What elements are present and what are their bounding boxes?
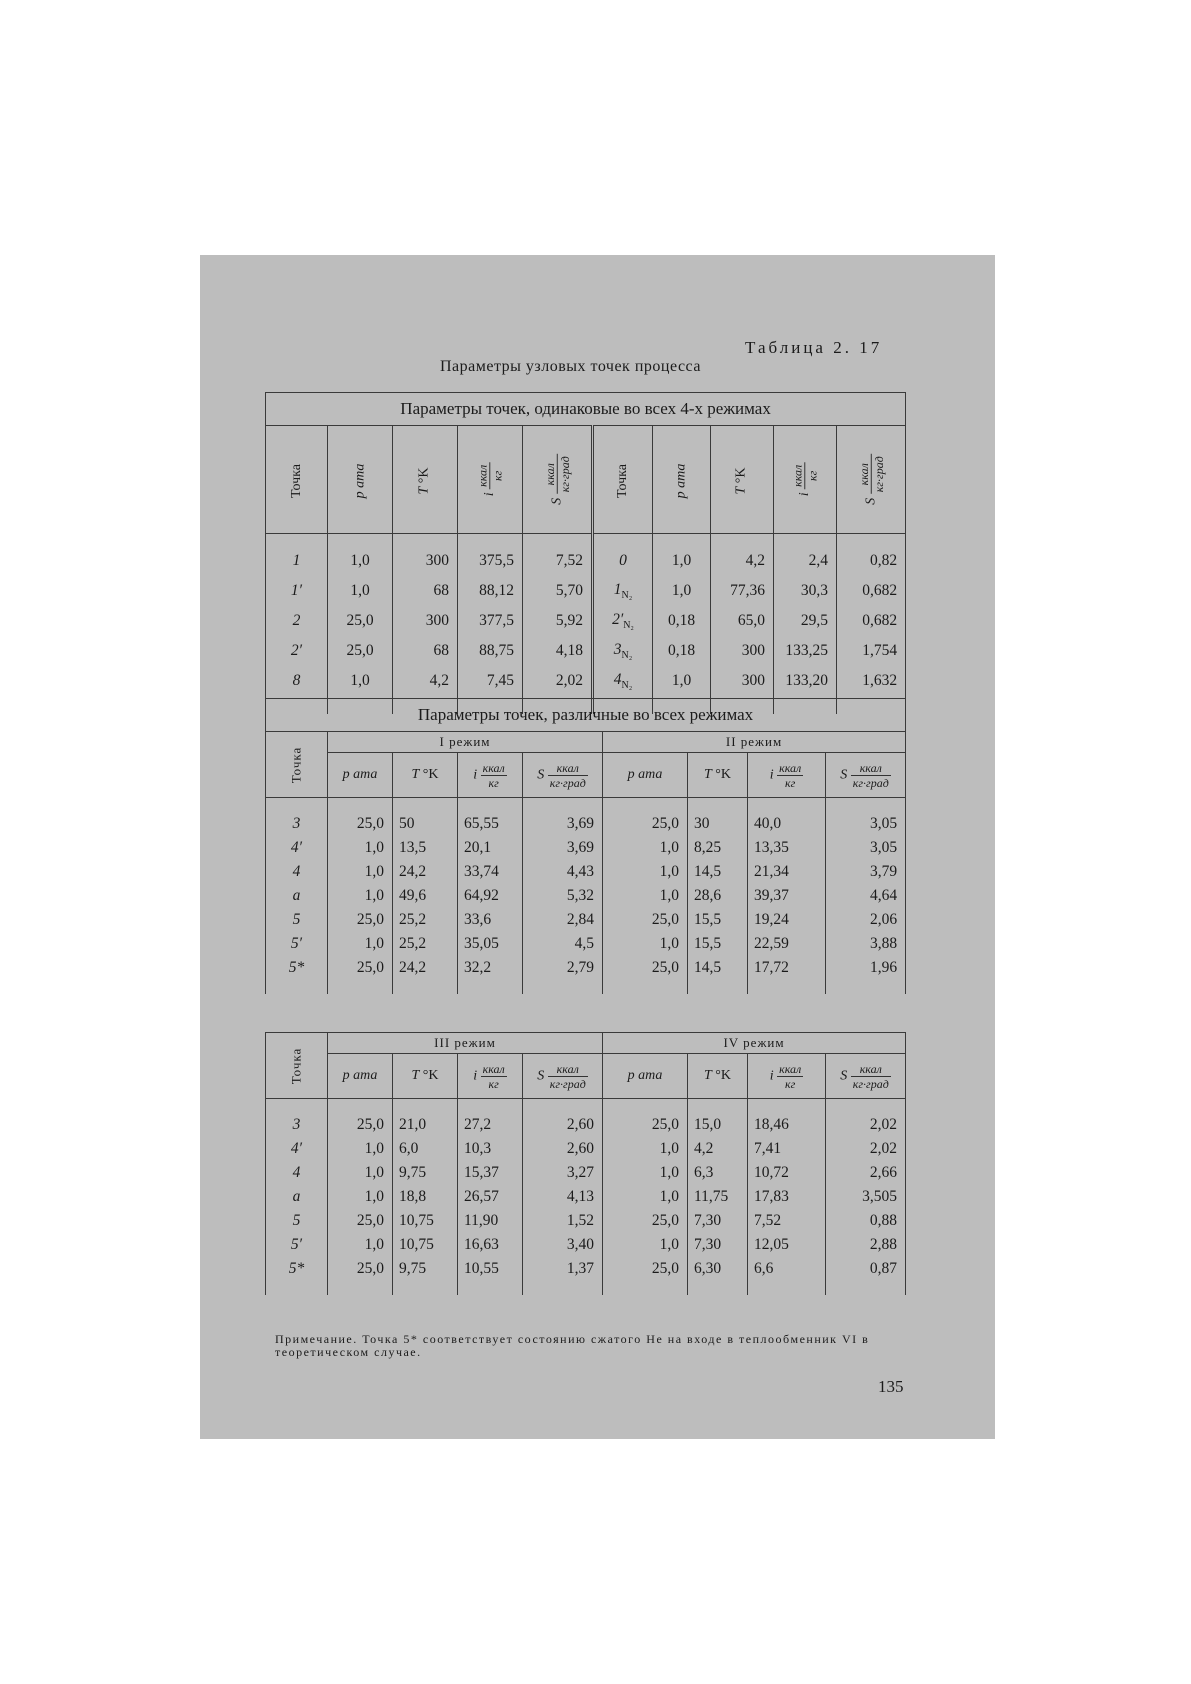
point-cell: 4′ (266, 836, 328, 860)
value-cell: 4,64 (826, 884, 906, 908)
point-cell: a (266, 884, 328, 908)
value-cell: 14,5 (688, 860, 748, 884)
subheader-0: p ата (328, 1054, 393, 1099)
point-cell: 4 (266, 860, 328, 884)
value-cell: 300 (393, 606, 458, 636)
table-row (266, 956, 906, 980)
value-cell: 6,3 (688, 1161, 748, 1185)
value-cell: 1,0 (328, 884, 393, 908)
subheader-0: p ата (603, 1054, 688, 1099)
value-cell: 39,37 (748, 884, 826, 908)
value-cell: 25,0 (603, 1257, 688, 1281)
subheader-3: S $\frac{\text{ккал}}{\text{кг·град}}$ (523, 753, 603, 798)
col-header-right-3: i ккал кг (774, 426, 837, 534)
value-cell: 1,0 (603, 1185, 688, 1209)
value-cell: 2,84 (523, 908, 603, 932)
value-cell: 4,18 (523, 636, 593, 666)
value-cell: 25,0 (328, 1113, 393, 1137)
value-cell: 25,0 (603, 1209, 688, 1233)
value-cell: 1,0 (653, 576, 711, 606)
value-cell: 14,5 (688, 956, 748, 980)
value-cell: 32,2 (458, 956, 523, 980)
value-cell: 4,2 (688, 1137, 748, 1161)
value-cell: 25,0 (328, 908, 393, 932)
col-header-right-1: p ата (653, 426, 711, 534)
value-cell: 1,0 (328, 1161, 393, 1185)
table-row (266, 1161, 906, 1185)
col-header-left-4: S ккал кг·град (523, 426, 593, 534)
value-cell: 88,12 (458, 576, 523, 606)
value-cell: 77,36 (711, 576, 774, 606)
point-cell: 3 (266, 1113, 328, 1137)
value-cell: 64,92 (458, 884, 523, 908)
point-cell: $1_{N_2}$ (593, 576, 653, 606)
point-cell: 4 (266, 1161, 328, 1185)
value-cell: 16,63 (458, 1233, 523, 1257)
value-cell: 30,3 (774, 576, 837, 606)
value-cell: 1,632 (837, 666, 906, 696)
value-cell: 3,69 (523, 812, 603, 836)
value-cell: 1,0 (653, 546, 711, 576)
value-cell: 24,2 (393, 956, 458, 980)
value-cell: 1,0 (653, 666, 711, 696)
section1-caption: Параметры точек, одинаковые во всех 4-х режимах (266, 393, 906, 426)
point-cell: 2 (266, 606, 328, 636)
value-cell: 300 (711, 666, 774, 696)
table-common-parameters (265, 392, 906, 714)
point-cell: 1 (266, 546, 328, 576)
value-cell: 2,06 (826, 908, 906, 932)
value-cell: 377,5 (458, 606, 523, 636)
point-cell: 5* (266, 1257, 328, 1281)
value-cell: 22,59 (748, 932, 826, 956)
table-row (266, 546, 906, 576)
value-cell: 15,0 (688, 1113, 748, 1137)
table-row (266, 812, 906, 836)
table-row (266, 1233, 906, 1257)
value-cell: 3,69 (523, 836, 603, 860)
value-cell: 1,0 (328, 576, 393, 606)
value-cell: 21,0 (393, 1113, 458, 1137)
value-cell: 5,70 (523, 576, 593, 606)
value-cell: 11,90 (458, 1209, 523, 1233)
value-cell: 25,0 (603, 1113, 688, 1137)
subheader-1: T °K (688, 753, 748, 798)
value-cell: 7,52 (523, 546, 593, 576)
value-cell: 1,0 (328, 546, 393, 576)
value-cell: 133,20 (774, 666, 837, 696)
value-cell: 35,05 (458, 932, 523, 956)
table-row (266, 636, 906, 666)
value-cell: 26,57 (458, 1185, 523, 1209)
table-row (266, 836, 906, 860)
value-cell: 300 (393, 546, 458, 576)
value-cell: 1,754 (837, 636, 906, 666)
point-cell: 5 (266, 1209, 328, 1233)
table-row (266, 1137, 906, 1161)
point-cell: 5′ (266, 1233, 328, 1257)
subheader-1: T °K (393, 753, 458, 798)
section2-caption: Параметры точек, различные во всех режимах (266, 699, 906, 732)
value-cell: 3,505 (826, 1185, 906, 1209)
point-cell: 1′ (266, 576, 328, 606)
value-cell: 18,8 (393, 1185, 458, 1209)
value-cell: 5,32 (523, 884, 603, 908)
subheader-2: i $\frac{\text{ккал}}{кг}$ (458, 1054, 523, 1099)
value-cell: 3,27 (523, 1161, 603, 1185)
value-cell: 3,05 (826, 836, 906, 860)
table-row (266, 1113, 906, 1137)
table-row (266, 576, 906, 606)
value-cell: 3,88 (826, 932, 906, 956)
value-cell: 7,30 (688, 1233, 748, 1257)
value-cell: 6,6 (748, 1257, 826, 1281)
value-cell: 1,37 (523, 1257, 603, 1281)
value-cell: 29,5 (774, 606, 837, 636)
value-cell: 15,5 (688, 908, 748, 932)
value-cell: 12,05 (748, 1233, 826, 1257)
subheader-0: p ата (603, 753, 688, 798)
value-cell: 3,05 (826, 812, 906, 836)
value-cell: 4,2 (393, 666, 458, 696)
value-cell: 25,2 (393, 908, 458, 932)
value-cell: 1,0 (603, 836, 688, 860)
value-cell: 300 (711, 636, 774, 666)
value-cell: 4,2 (711, 546, 774, 576)
value-cell: 1,0 (328, 1185, 393, 1209)
value-cell: 25,0 (328, 812, 393, 836)
value-cell: 28,6 (688, 884, 748, 908)
col-header-left-0: Точка (266, 426, 328, 534)
value-cell: 2,4 (774, 546, 837, 576)
value-cell: 6,30 (688, 1257, 748, 1281)
value-cell: 25,2 (393, 932, 458, 956)
value-cell: 2,60 (523, 1137, 603, 1161)
value-cell: 2,66 (826, 1161, 906, 1185)
value-cell: 7,30 (688, 1209, 748, 1233)
col-header-left-3: i ккал кг (458, 426, 523, 534)
mode-3-label: III режим (328, 1033, 603, 1054)
value-cell: 49,6 (393, 884, 458, 908)
point-cell: 5 (266, 908, 328, 932)
value-cell: 15,5 (688, 932, 748, 956)
value-cell: 7,41 (748, 1137, 826, 1161)
value-cell: 10,55 (458, 1257, 523, 1281)
value-cell: 13,35 (748, 836, 826, 860)
value-cell: 0,87 (826, 1257, 906, 1281)
value-cell: 1,0 (328, 666, 393, 696)
subheader-2: i $\frac{\text{ккал}}{кг}$ (458, 753, 523, 798)
subheader-1: T °K (688, 1054, 748, 1099)
value-cell: 19,24 (748, 908, 826, 932)
value-cell: 133,25 (774, 636, 837, 666)
point-cell: 5′ (266, 932, 328, 956)
point-cell: $4_{N_2}$ (593, 666, 653, 696)
value-cell: 0,18 (653, 636, 711, 666)
point-cell: 0 (593, 546, 653, 576)
table-row (266, 908, 906, 932)
value-cell: 25,0 (328, 606, 393, 636)
value-cell: 4,5 (523, 932, 603, 956)
value-cell: 1,96 (826, 956, 906, 980)
table-row (266, 1209, 906, 1233)
mode-2-label: II режим (603, 732, 906, 753)
value-cell: 2,60 (523, 1113, 603, 1137)
value-cell: 1,0 (603, 884, 688, 908)
point-cell: a (266, 1185, 328, 1209)
value-cell: 40,0 (748, 812, 826, 836)
table-row (266, 860, 906, 884)
value-cell: 2,88 (826, 1233, 906, 1257)
col-header-left-1: p ата (328, 426, 393, 534)
value-cell: 21,34 (748, 860, 826, 884)
point-cell: 8 (266, 666, 328, 696)
value-cell: 1,0 (603, 1137, 688, 1161)
value-cell: 13,5 (393, 836, 458, 860)
value-cell: 68 (393, 576, 458, 606)
value-cell: 1,0 (328, 1233, 393, 1257)
table-row (266, 932, 906, 956)
value-cell: 3,79 (826, 860, 906, 884)
value-cell: 24,2 (393, 860, 458, 884)
point-cell: 5* (266, 956, 328, 980)
value-cell: 4,43 (523, 860, 603, 884)
mode-4-label: IV режим (603, 1033, 906, 1054)
value-cell: 2,02 (826, 1113, 906, 1137)
value-cell: 5,92 (523, 606, 593, 636)
value-cell: 1,52 (523, 1209, 603, 1233)
value-cell: 15,37 (458, 1161, 523, 1185)
value-cell: 65,55 (458, 812, 523, 836)
point-cell: 3 (266, 812, 328, 836)
table-modes-1-2 (265, 698, 906, 994)
value-cell: 1,0 (328, 1137, 393, 1161)
value-cell: 10,75 (393, 1209, 458, 1233)
value-cell: 25,0 (328, 636, 393, 666)
value-cell: 0,88 (826, 1209, 906, 1233)
table-modes-3-4 (265, 1032, 906, 1295)
value-cell: 0,682 (837, 576, 906, 606)
point-cell: 4′ (266, 1137, 328, 1161)
value-cell: 0,18 (653, 606, 711, 636)
value-cell: 33,74 (458, 860, 523, 884)
subheader-3: S $\frac{\text{ккал}}{\text{кг·град}}$ (826, 753, 906, 798)
value-cell: 10,3 (458, 1137, 523, 1161)
value-cell: 7,45 (458, 666, 523, 696)
col-header-right-2: T °K (711, 426, 774, 534)
value-cell: 25,0 (603, 956, 688, 980)
value-cell: 3,40 (523, 1233, 603, 1257)
col-header-left-2: T °K (393, 426, 458, 534)
section2-subheader-row (266, 753, 906, 798)
value-cell: 8,25 (688, 836, 748, 860)
value-cell: 17,83 (748, 1185, 826, 1209)
value-cell: 25,0 (328, 1209, 393, 1233)
page-number: 135 (878, 1377, 904, 1396)
table-row (266, 666, 906, 696)
value-cell: 0,82 (837, 546, 906, 576)
value-cell: 17,72 (748, 956, 826, 980)
value-cell: 1,0 (328, 836, 393, 860)
value-cell: 1,0 (328, 860, 393, 884)
point-header: Точка (266, 732, 328, 798)
value-cell: 25,0 (328, 1257, 393, 1281)
point-header: Точка (266, 1033, 328, 1099)
subheader-3: S $\frac{\text{ккал}}{\text{кг·град}}$ (523, 1054, 603, 1099)
value-cell: 25,0 (328, 956, 393, 980)
col-header-right-4: S ккал кг·град (837, 426, 906, 534)
value-cell: 1,0 (328, 932, 393, 956)
value-cell: 1,0 (603, 860, 688, 884)
table-row (266, 1257, 906, 1281)
value-cell: 10,72 (748, 1161, 826, 1185)
section3-subheader-row (266, 1054, 906, 1099)
subheader-1: T °K (393, 1054, 458, 1099)
value-cell: 2,02 (523, 666, 593, 696)
subheader-2: i $\frac{\text{ккал}}{кг}$ (748, 753, 826, 798)
value-cell: 11,75 (688, 1185, 748, 1209)
value-cell: 7,52 (748, 1209, 826, 1233)
subheader-3: S $\frac{\text{ккал}}{\text{кг·град}}$ (826, 1054, 906, 1099)
table-title: Параметры узловых точек процесса (440, 358, 701, 375)
value-cell: 50 (393, 812, 458, 836)
value-cell: 6,0 (393, 1137, 458, 1161)
table-row (266, 884, 906, 908)
value-cell: 1,0 (603, 1233, 688, 1257)
table-row (266, 606, 906, 636)
value-cell: 1,0 (603, 1161, 688, 1185)
value-cell: 4,13 (523, 1185, 603, 1209)
point-cell: $3_{N_2}$ (593, 636, 653, 666)
footnote: Примечание. Точка 5* соответствует состоянию сжатого Не на входе в теплообменник VI в теоретическом случае. (275, 1332, 870, 1359)
value-cell: 65,0 (711, 606, 774, 636)
value-cell: 9,75 (393, 1257, 458, 1281)
value-cell: 10,75 (393, 1233, 458, 1257)
subheader-0: p ата (328, 753, 393, 798)
value-cell: 2,02 (826, 1137, 906, 1161)
value-cell: 25,0 (603, 908, 688, 932)
value-cell: 9,75 (393, 1161, 458, 1185)
value-cell: 2,79 (523, 956, 603, 980)
value-cell: 1,0 (603, 932, 688, 956)
value-cell: 68 (393, 636, 458, 666)
value-cell: 27,2 (458, 1113, 523, 1137)
table-label: Таблица 2. 17 (745, 338, 883, 357)
value-cell: 88,75 (458, 636, 523, 666)
value-cell: 375,5 (458, 546, 523, 576)
subheader-2: i $\frac{\text{ккал}}{кг}$ (748, 1054, 826, 1099)
point-cell: $2'_{N_2}$ (593, 606, 653, 636)
mode-1-label: I режим (328, 732, 603, 753)
value-cell: 30 (688, 812, 748, 836)
col-header-right-0: Точка (593, 426, 653, 534)
value-cell: 18,46 (748, 1113, 826, 1137)
point-cell: 2′ (266, 636, 328, 666)
table-row (266, 1185, 906, 1209)
value-cell: 20,1 (458, 836, 523, 860)
section1-header-row (266, 426, 906, 534)
value-cell: 25,0 (603, 812, 688, 836)
value-cell: 33,6 (458, 908, 523, 932)
value-cell: 0,682 (837, 606, 906, 636)
